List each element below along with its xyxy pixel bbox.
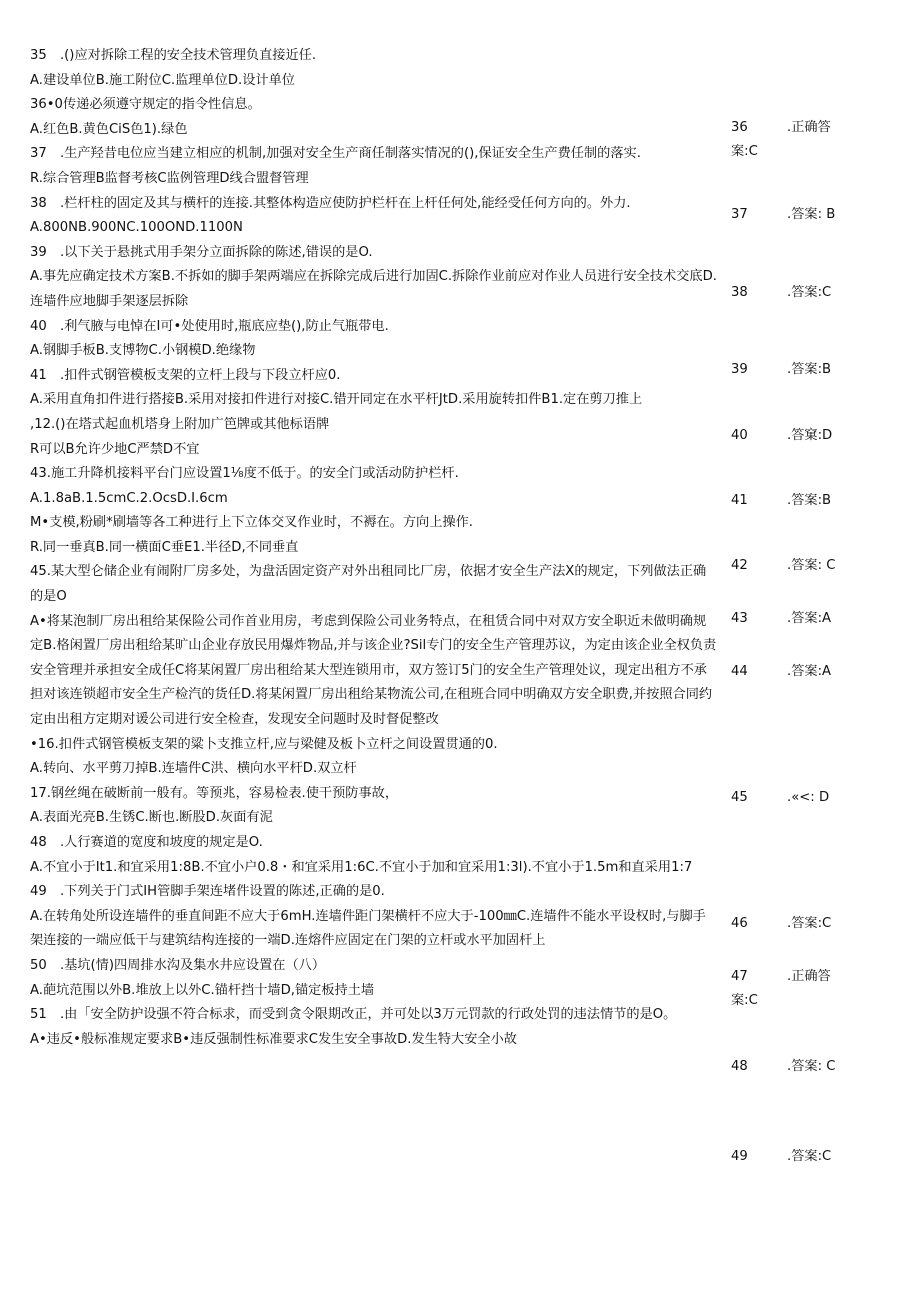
answer-text: .«<: D [787, 790, 830, 805]
question-line: 35 .()应对拆除工程的安全技术管理负直接近任. [30, 48, 317, 63]
options-line: A•违反•般标准规定要求B•违反强制性标准要求C发生安全事故D.发生特大安全小故 [30, 1031, 517, 1047]
answer-text: .答案:A [787, 611, 832, 626]
answer-text-continued: 案:C [731, 993, 758, 1008]
answer-text: .答案:C [787, 916, 832, 931]
question-line: 45.某大型仑储企业有闹附厂房多处，为盘活固定资产对外出租同比厂房，依据才安全生产法X的规定，下列做法正确的是O [30, 564, 707, 605]
answer-number: 46 [731, 916, 748, 931]
options-line: A.建设单位B.施工附位C.监理单位D.设计单位 [30, 72, 295, 88]
question-line: 39 .以下关于悬挑式用手架分立面拆除的陈述,错误的是O. [30, 244, 373, 260]
answer-item [731, 786, 911, 810]
question-line: 17.钢丝绳在破断前一般有。等预兆，容易检表.使干预防事故， [30, 785, 399, 801]
answer-text: .正确答 [787, 120, 831, 135]
answer-number: 40 [731, 428, 748, 443]
answer-text: .答案:C [787, 285, 832, 300]
answer-text: .答案:B [787, 493, 832, 508]
answer-text-continued: 案:C [731, 144, 758, 159]
answer-item [731, 358, 911, 382]
answer-item [731, 912, 911, 936]
answer-number: 47 [731, 969, 748, 984]
answer-item [731, 1055, 911, 1079]
answer-number: 38 [731, 285, 748, 300]
question-line: 38 .栏杆柱的固定及其与横杆的连接.其整体构造应使防护栏杆在上杆任何处,能经受任何方向的。外力. [30, 195, 631, 211]
question-line: 43.施工升降机接料平台门应设置1⅛度不低于。的安全门或活动防护栏杆. [30, 466, 459, 482]
answer-item [731, 965, 911, 1013]
answer-number: 39 [731, 362, 748, 377]
answer-item [731, 203, 911, 227]
answer-item [731, 554, 911, 578]
options-line: A.采用直角扣件进行搭接B.采用对接扣件进行对接C.错开同定在水平杆JtD.采用旋转扣件B1.定在剪刀推上 [30, 392, 643, 408]
question-line: 49 .下列关于门式IH管脚手架连堵件设置的陈述,正确的是0. [30, 884, 385, 900]
answer-item [731, 281, 911, 305]
options-line: A.钢脚手板B.支博物C.小钢模D.绝缘物 [30, 343, 256, 359]
question-line: 40 .利气腋与电悼在I可•处使用时,瓶底应垫(),防止气瓶带电. [30, 318, 389, 334]
options-line: A.800NB.900NC.100OND.1100N [30, 220, 243, 236]
answer-number: 49 [731, 1149, 748, 1164]
options-line: A.在转角处所设连墙件的垂直间距不应大于6mH.连墙件距门架横杆不应大于-100㎜C.连墙件不能水平设权时,与脚手架连接的一端应低干与建筑结构连接的一端D.连熔件应固定在门架的立杆或水平加固杆上 [30, 908, 706, 949]
options-line: A.转向、水平剪刀掉B.连墙件C洪、横向水平杆D.双立杆 [30, 761, 357, 777]
answer-item [731, 607, 911, 631]
question-line: 50 .基坑(情)四周排水沟及集水井应设置在（八） [30, 957, 326, 973]
answer-text: .答案: B [787, 207, 836, 222]
answer-number: 42 [731, 558, 748, 573]
question-line: 48 .人行赛道的宽度和坡度的规定是O. [30, 835, 263, 850]
answer-item [731, 489, 911, 513]
question-line: 41 .扣件式钢管模板支架的立杆上段与下段立杆应0. [30, 367, 341, 383]
answer-text: .正确答 [787, 969, 831, 984]
answer-text: .答案:C [787, 1149, 832, 1164]
answer-item [731, 116, 911, 164]
answer-number: 36 [731, 120, 748, 135]
options-line: R可以B允许少地C严禁D不宜 [30, 441, 200, 457]
options-line: A.事先应确定技术方案B.不拆如的脚手架两端应在拆除完成后进行加固C.拆除作业前应对作业人员进行安全技术交底D.连墙件应地脚手架逐层拆除 [30, 269, 717, 309]
answer-text: .答窠:D [787, 428, 833, 443]
options-line: A.不宜小于It1.和宜采用1:8B.不宜小户0.8・和宜采用1:6C.不宜小于加和宜采用1:3l).不宜小于1.5m和直采用1:7 [30, 859, 693, 875]
answer-text: .答案:B [787, 362, 832, 377]
options-line: A•将某泡制厂房出租给某保险公司作首业用房，考虑到保险公司业务特点，在租赁合同中对双方安全职近未做明确规定B.格闲置厂房出租给某旷山企业存放民用爆炸物品,并与该企业?Sil专门的安全生产管理苏议，为定由该企业全权负责安全管理并承担安全成任C将某闲置厂房出租给某大型连锁用市，双方签订5门的安全生产管理处议，现定出租方不承担对该连锁超市安全生产检汽的货任D.将某闲置厂房出租给某物流公司,在租班合同中明确双方安全职费,并按照合同约定由出租方定期对谖公司进行安全检查，发现安全问题时及时督促整改 [30, 613, 717, 728]
options-line: A.红色B.黄色CiS色1).绿色 [30, 121, 188, 137]
options-line: R.综合管理B监督考核C监例管理D线合盟督管理 [30, 170, 309, 186]
answer-number: 44 [731, 664, 748, 679]
answer-number: 41 [731, 493, 748, 508]
options-line: A.1.8aB.1.5cmC.2.OcsD.I.6cm [30, 490, 228, 506]
answer-item [731, 1145, 911, 1169]
answer-item [731, 660, 911, 684]
answer-text: .答案: C [787, 558, 836, 573]
answer-number: 45 [731, 790, 748, 805]
question-line: 37 .生产羟昔电位应当建立相应的机制,加强对安全生产商任制落实情况的(),保证安全生产费任制的落实. [30, 146, 641, 162]
question-line: 36•0传递必须遵守规定的指令性信息。 [30, 97, 261, 113]
question-line: •16.扣件式钢管模板支架的粱卜支推立杆,应与梁健及板卜立杆之间设置贯通的0. [30, 736, 498, 752]
answer-text: .答案: C [787, 1059, 836, 1074]
options-line: A.表面光亮B.生锈C.断也.断股D.灰面有泥 [30, 810, 273, 826]
answer-number: 48 [731, 1059, 748, 1074]
answer-text: .答案:A [787, 664, 832, 679]
answer-number: 43 [731, 611, 748, 626]
question-line: 51 .由「安全防护设强不符合标求，而受到贪令限期改正，并可处以3万元罚款的行政处罚的违法情节的是O。 [30, 1007, 677, 1023]
question-line: M•支模,粉刷*刷墙等各工种进行上下立体交叉作业时，不褥在。方向上操作. [30, 515, 473, 531]
questions-column [30, 44, 718, 1052]
options-line: A.葩坑范围以外B.堆放上以外C.锚杆挡十墙D,锚定板持土墙 [30, 982, 375, 998]
answer-item [731, 424, 911, 448]
options-line: R.同一垂真B.同一横面C垂E1.半径D,不同垂直 [30, 539, 299, 555]
answer-number: 37 [731, 207, 748, 222]
question-line: ,12.()在塔式起血机塔身上附加广笆牌或其他标语牌 [30, 416, 330, 432]
